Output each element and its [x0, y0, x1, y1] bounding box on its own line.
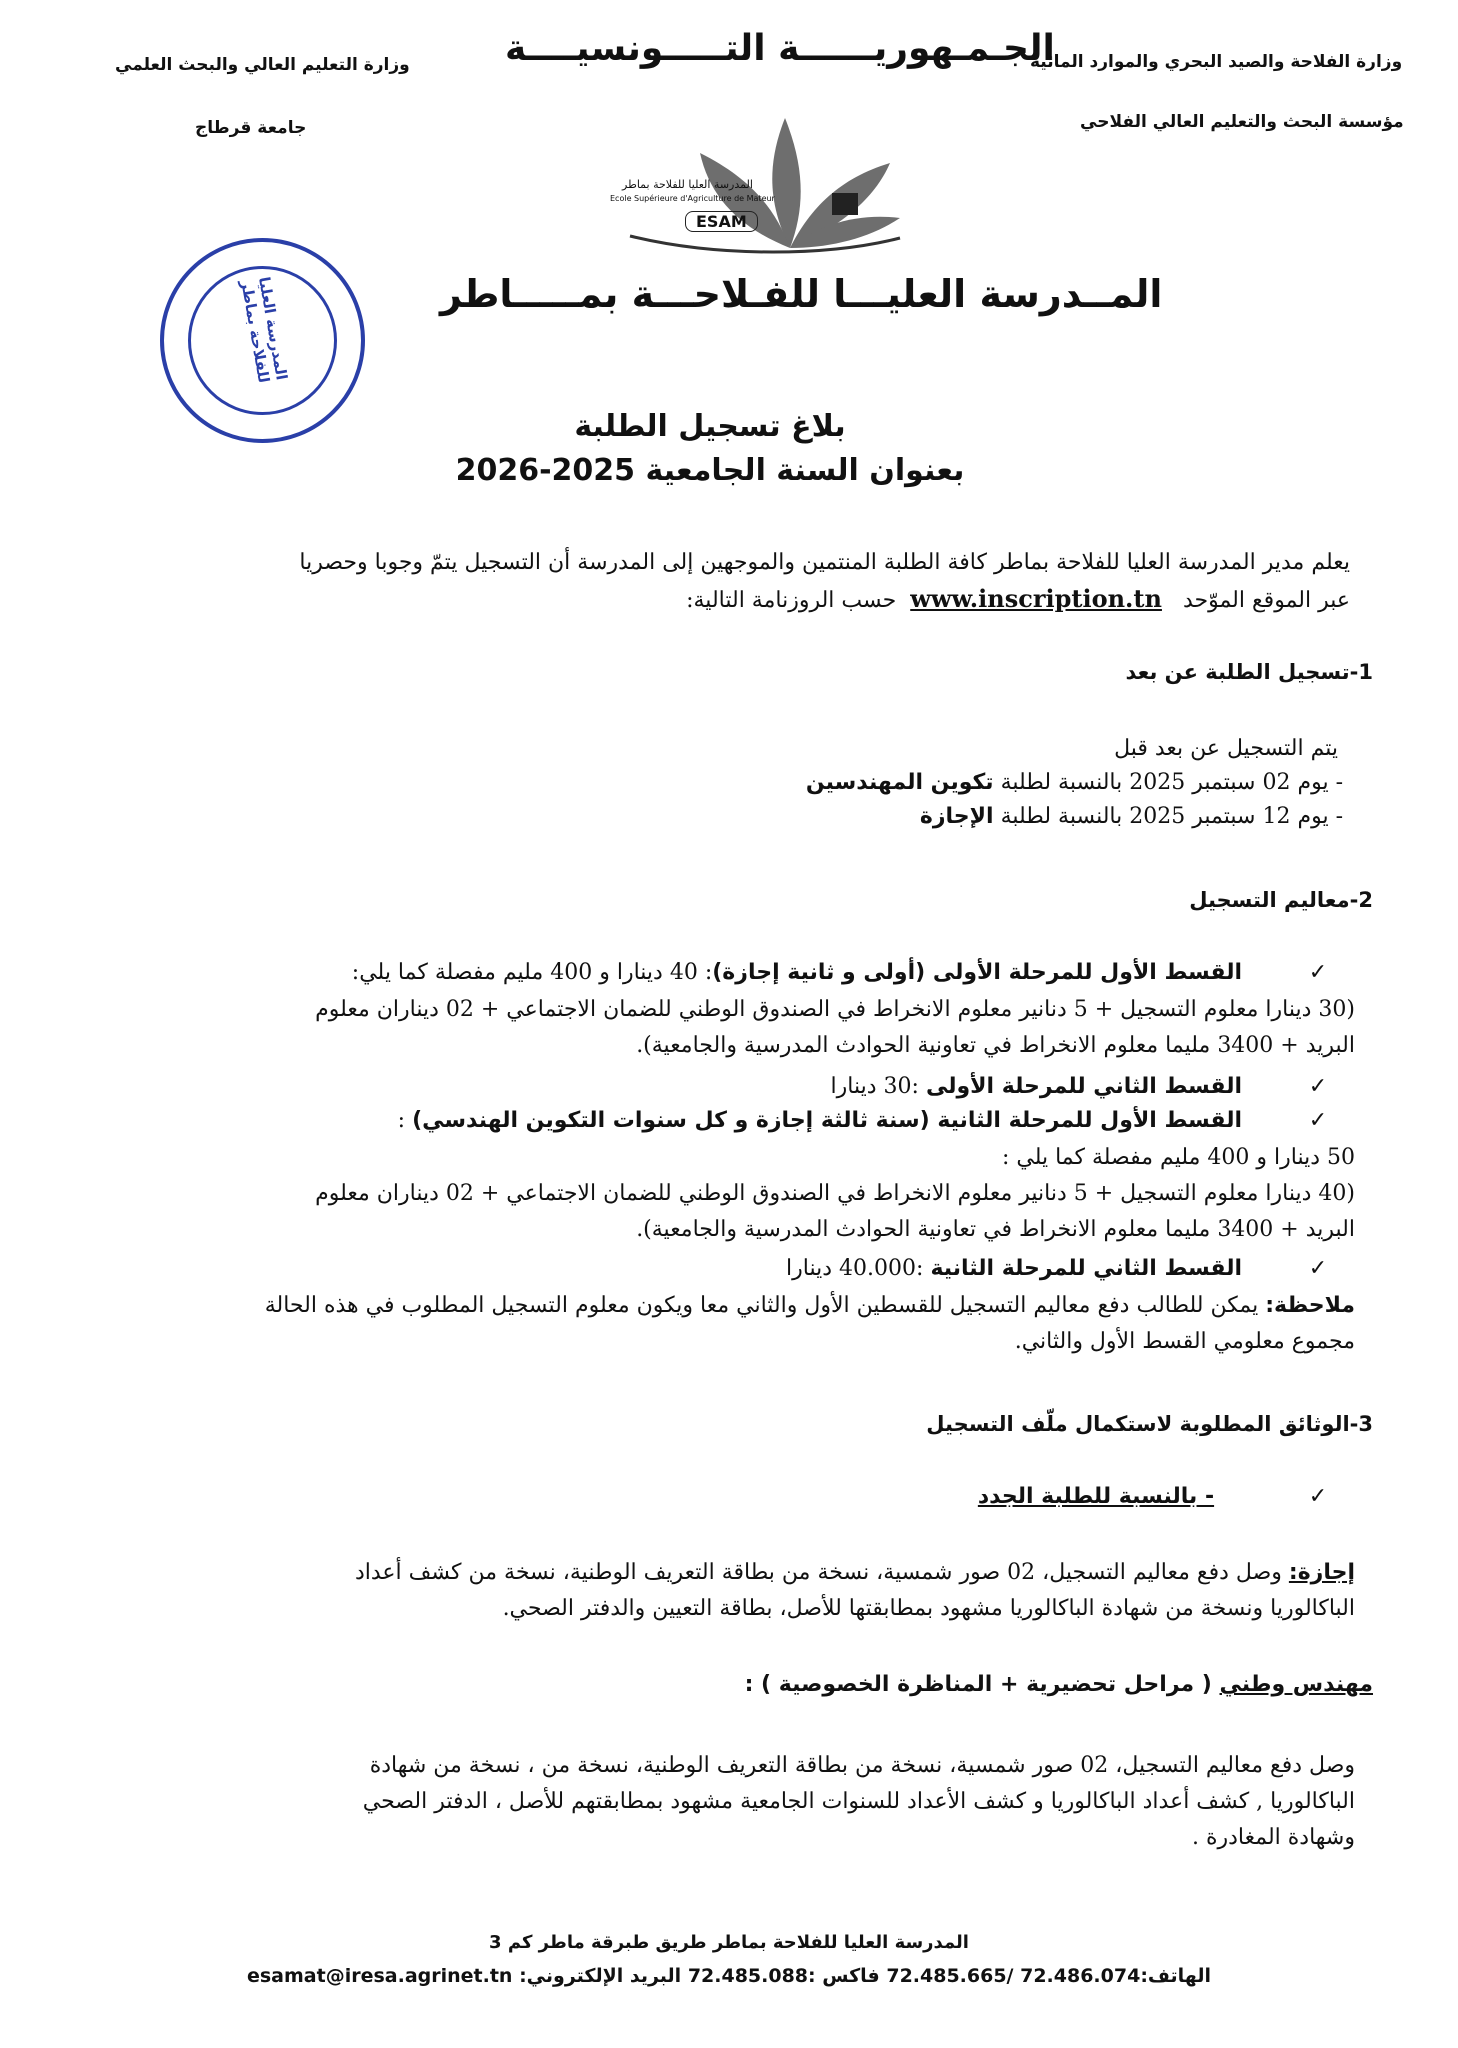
section3-title: 3-الوثائق المطلوبة لاستكمال ملّف التسجيل — [926, 1412, 1373, 1436]
engineer-line1: وصل دفع معاليم التسجيل، 02 صور شمسية، نسخة من بطاقة التعريف الوطنية، نسخة من ، نسخة من شهادة — [369, 1753, 1355, 1778]
left-university: جامعة قرطاج — [195, 118, 307, 138]
fee-item1-detail-line2: البريد + 3400 مليما معلوم الانخراط في تعاونية الحوادث المدرسية والجامعية). — [636, 1033, 1355, 1058]
fee-item3 — [398, 1104, 1338, 1138]
fee-item3-details — [120, 1140, 1355, 1248]
official-stamp — [160, 238, 365, 443]
section1-item-engineers — [806, 766, 1343, 800]
fee-note-text: يمكن للطالب دفع معاليم التسجيل للقسطين الأول والثاني معا ويكون معلوم التسجيل المطلوب في هذه الحالة — [264, 1293, 1266, 1318]
section3-subtitle-row — [978, 1480, 1338, 1514]
intro-line2-end: حسب الروزنامة التالية: — [686, 588, 897, 613]
logo-text-ar: المدرسة العليا للفلاحة بماطر — [622, 178, 753, 191]
section1-item-prefix: - يوم 12 سبتمبر 2025 بالنسبة لطلبة — [993, 804, 1343, 829]
republic-title: الجـمـهوريــــــة التـــــونسيــــة — [505, 28, 1055, 69]
fee-note-line2: مجموع معلومي القسط الأول والثاني. — [1014, 1329, 1355, 1354]
fee-item2-label: القسط الثاني للمرحلة الأولى — [925, 1074, 1243, 1099]
right-institution: مؤسسة البحث والتعليم العالي الفلاحي — [1080, 112, 1404, 132]
school-title: المــدرسة العليـــا للفـلاحـــة بمـــــاطر — [440, 272, 1163, 316]
fee-note-line1 — [120, 1288, 1355, 1324]
section1-item-prefix: - يوم 02 سبتمبر 2025 بالنسبة لطلبة — [993, 770, 1343, 795]
esam-logo — [600, 108, 920, 258]
intro-line2-start: عبر الموقع الموّحد — [1182, 588, 1350, 613]
section2-title: 2-معاليم التسجيل — [1189, 888, 1373, 912]
section1-lead: يتم التسجيل عن بعد قبل — [1114, 736, 1338, 761]
section1-item-bold: تكوين المهندسين — [805, 770, 994, 795]
fee-item1-detail-line1: (30 دينارا معلوم التسجيل + 5 دنانير معلوم الانخراط في الصندوق الوطني للضمان الاجتماعي + 02 ديناران معلوم — [315, 997, 1355, 1022]
fee-item4-label: القسط الثاني للمرحلة الثانية — [930, 1256, 1243, 1281]
intro-line2 — [120, 581, 1350, 619]
intro-paragraph — [120, 545, 1350, 619]
right-ministry: وزارة الفلاحة والصيد البحري والموارد المائية — [1030, 52, 1403, 72]
check-icon: ✓ — [1308, 1074, 1328, 1099]
check-icon: ✓ — [1308, 1108, 1328, 1133]
footer-contact: الهاتف:72.486.074 /72.485.665 فاكس :72.485.088 البريد الإلكتروني: esamat@iresa.agrinet.tn — [246, 1965, 1211, 1987]
fee-item3-detail-line2: البريد + 3400 مليما معلوم الانخراط في تعاونية الحوادث المدرسية والجامعية). — [636, 1217, 1355, 1242]
section1-item-licence — [920, 800, 1343, 834]
licence-text: وصل دفع معاليم التسجيل، 02 صور شمسية، نسخة من بطاقة التعريف الوطنية، نسخة من كشف أعداد — [354, 1560, 1289, 1585]
fee-item3-label: القسط الأول للمرحلة الثانية (سنة ثالثة إجازة و كل سنوات التكوين الهندسي) — [412, 1108, 1243, 1133]
licence-documents — [120, 1555, 1355, 1627]
fee-item3-value: : — [397, 1108, 413, 1133]
announcement-line2: بعنوان السنة الجامعية 2025-2026 — [455, 453, 965, 488]
fee-item1-label: القسط الأول للمرحلة الأولى (أولى و ثانية إجازة) — [712, 960, 1243, 985]
footer-address: المدرسة العليا للفلاحة بماطر طريق طبرقة ماطر كم 3 — [489, 1932, 969, 1953]
engineer-subtitle: ( مراحل تحضيرية + المناظرة الخصوصية ) : — [744, 1672, 1220, 1697]
left-ministry: وزارة التعليم العالي والبحث العلمي — [115, 55, 410, 75]
fee-item1-details — [120, 992, 1355, 1064]
logo-abbr: ESAM — [685, 211, 758, 232]
licence-line2: الباكالوريا ونسخة من شهادة الباكالوريا مشهود بمطابقتها للأصل، بطاقة التعيين والدفتر الصحي. — [502, 1596, 1355, 1621]
fee-item2-value: :30 دينارا — [830, 1074, 926, 1099]
fee-item3-detail-line0: 50 دينارا و 400 مليم مفصلة كما يلي : — [1001, 1145, 1355, 1170]
engineer-label: مهندس وطني — [1219, 1672, 1373, 1697]
engineer-documents — [120, 1748, 1355, 1856]
check-icon: ✓ — [1308, 1484, 1328, 1509]
stamp-text: المدرسة العليا للفلاحة بماطر — [237, 275, 291, 385]
check-icon: ✓ — [1308, 1256, 1328, 1281]
fee-item1 — [352, 956, 1338, 990]
engineer-heading — [745, 1668, 1373, 1702]
engineer-line3: وشهادة المغادرة . — [1191, 1825, 1355, 1850]
logo-text-fr: Ecole Supérieure d'Agriculture de Mateur — [610, 194, 775, 203]
section3-subtitle: - بالنسبة للطلبة الجدد — [977, 1484, 1215, 1509]
fee-note-label: ملاحظة: — [1265, 1293, 1355, 1318]
check-icon: ✓ — [1308, 960, 1328, 985]
fee-note — [120, 1288, 1355, 1360]
section1-item-bold: الإجازة — [919, 804, 994, 829]
engineer-line2: الباكالوريا , كشف أعداد الباكالوريا و كشف الأعداد للسنوات الجامعية مشهود بمطابقتهم للأصل ، الدفتر الصحي — [362, 1789, 1355, 1814]
registration-url-link[interactable]: www.inscription.tn — [910, 584, 1162, 613]
fee-item2 — [831, 1070, 1338, 1104]
licence-line1 — [120, 1555, 1355, 1591]
announcement-title — [390, 405, 1030, 493]
fee-item4 — [786, 1252, 1338, 1286]
intro-line1: يعلم مدير المدرسة العليا للفلاحة بماطر كافة الطلبة المنتمين والموجهين إلى المدرسة أن التسجيل يتمّ وجوبا وحصريا — [299, 550, 1350, 575]
fee-item3-detail-line1: (40 دينارا معلوم التسجيل + 5 دنانير معلوم الانخراط في الصندوق الوطني للضمان الاجتماعي + 02 ديناران معلوم — [315, 1181, 1355, 1206]
fee-item4-value: :40.000 دينارا — [786, 1256, 931, 1281]
licence-label: إجازة: — [1288, 1560, 1355, 1585]
section1-title: 1-تسجيل الطلبة عن بعد — [1125, 660, 1373, 684]
fee-item1-value: : 40 دينارا و 400 مليم مفصلة كما يلي: — [351, 960, 713, 985]
announcement-line1: بلاغ تسجيل الطلبة — [574, 409, 846, 444]
